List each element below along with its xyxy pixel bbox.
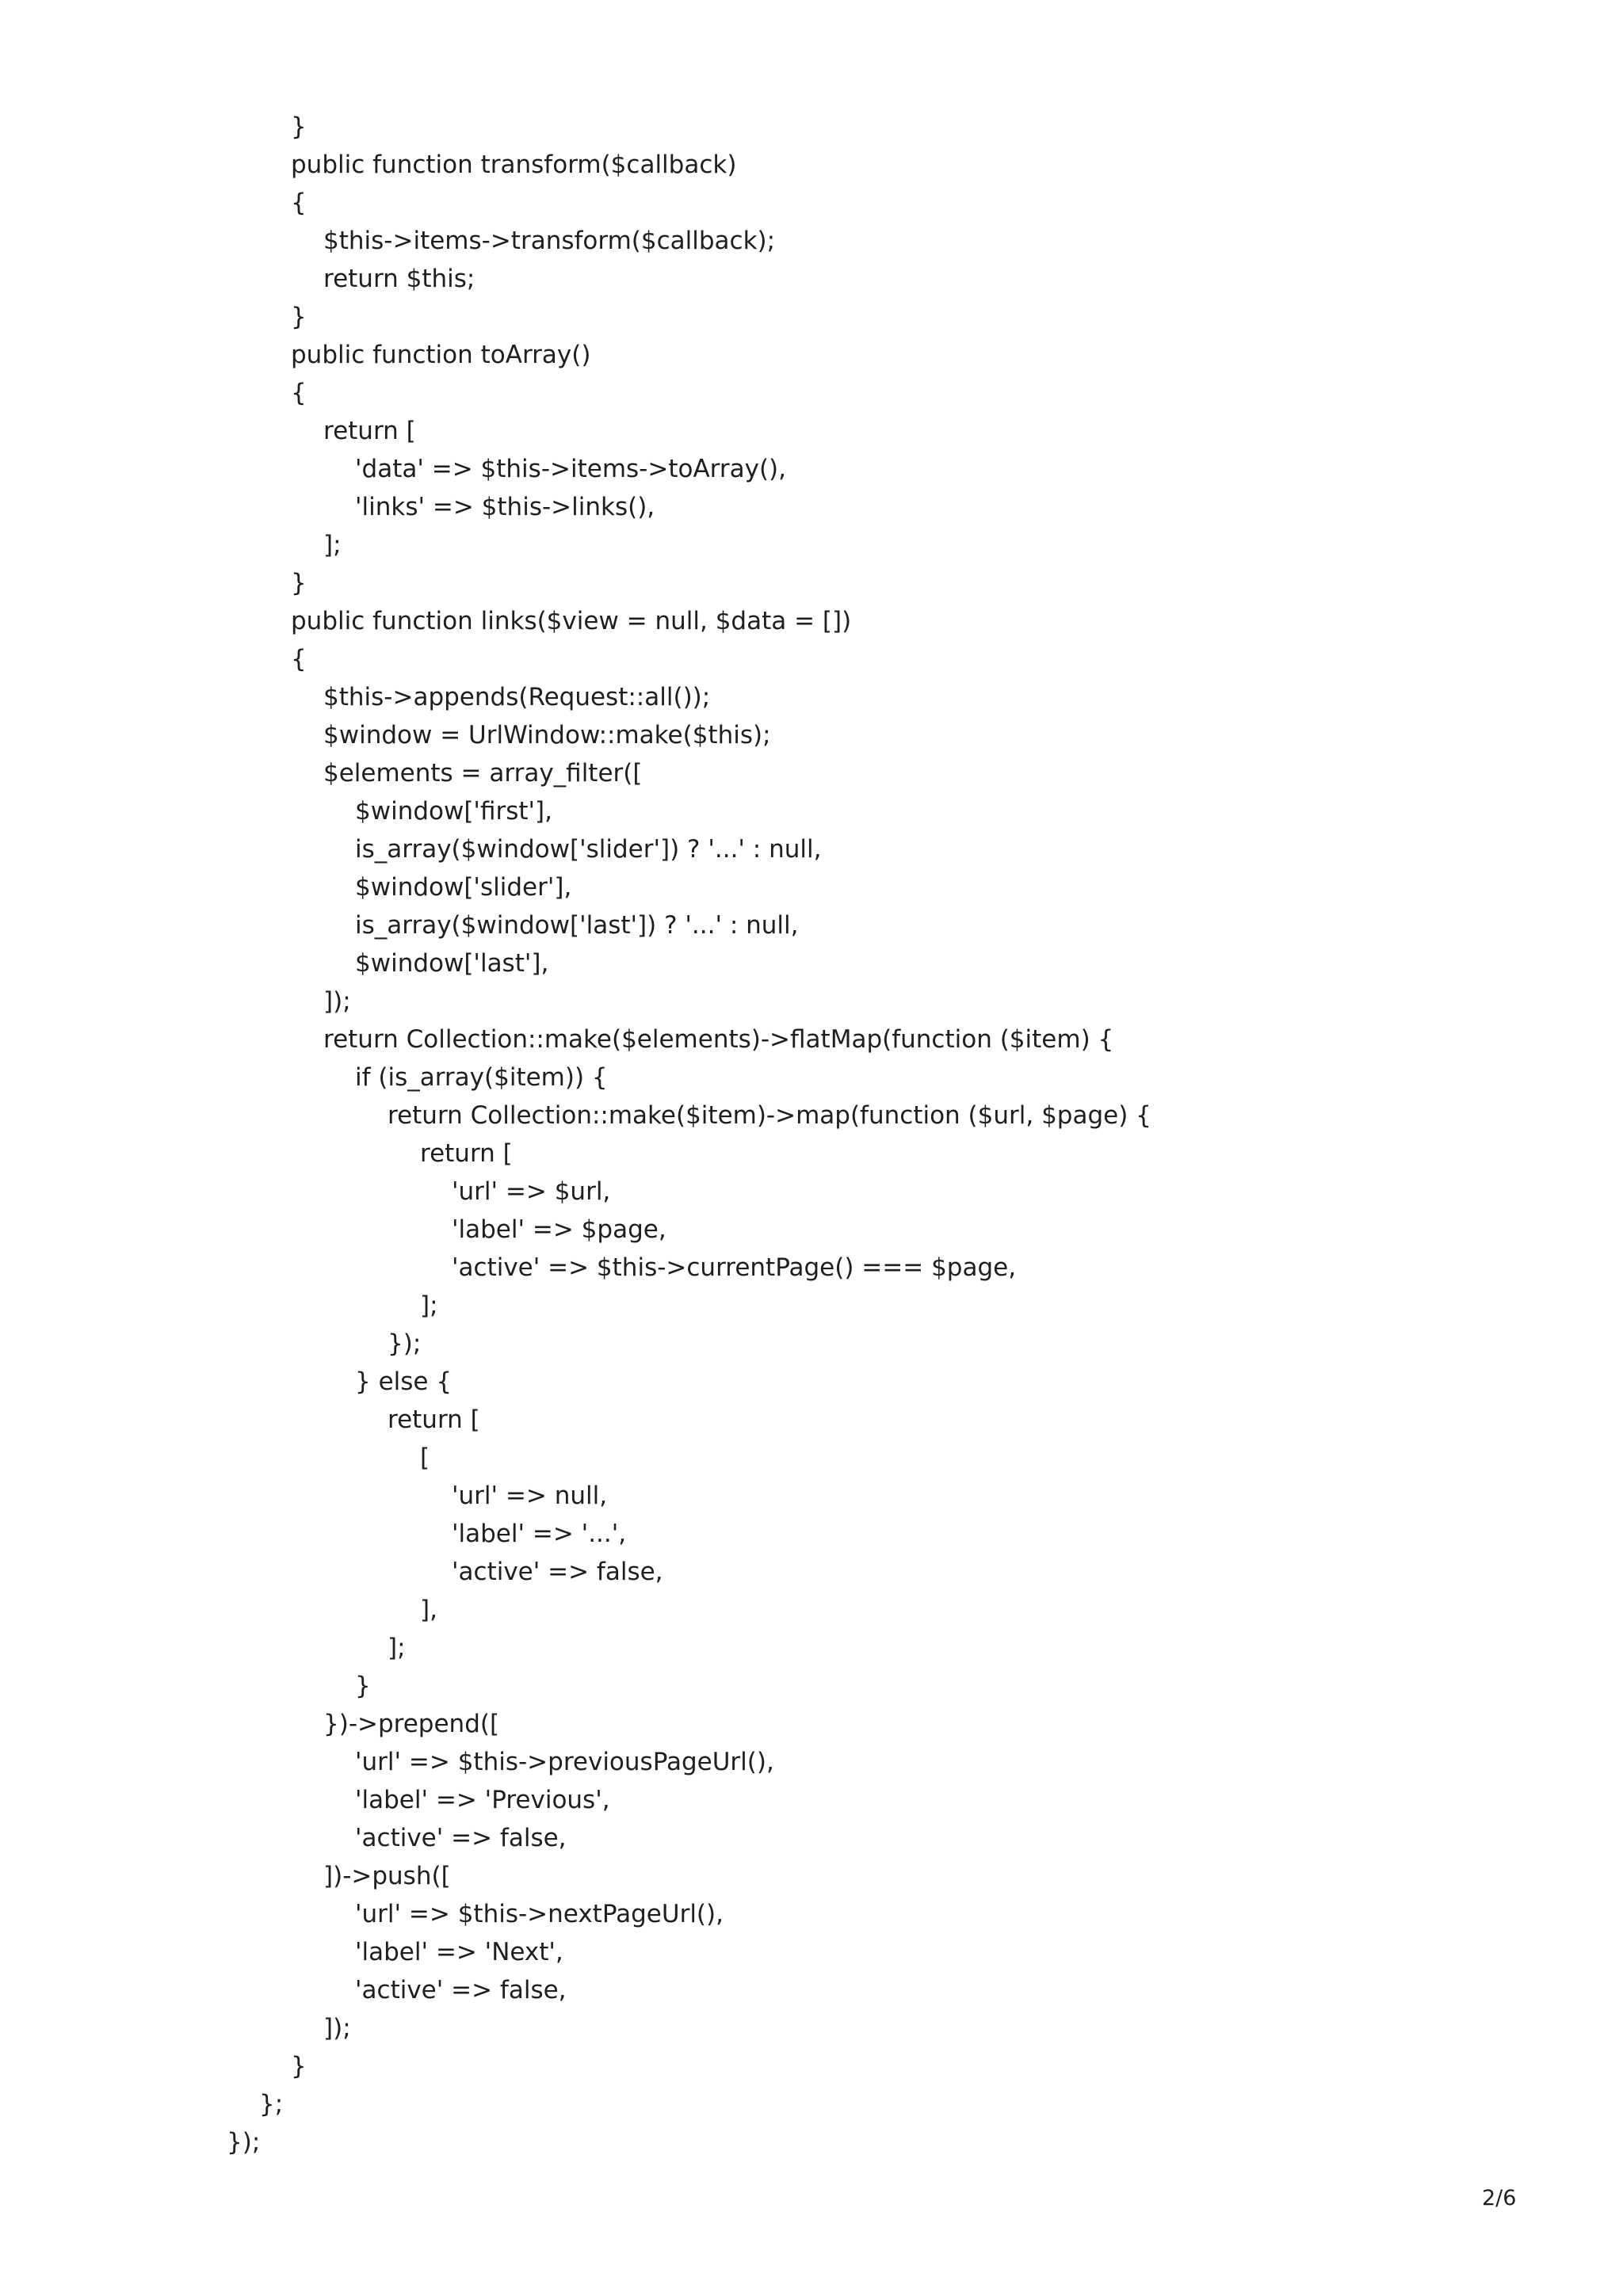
code-line: 'label' => $page,	[452, 1215, 666, 1244]
code-block	[0, 108, 1623, 2161]
code-line: ]);	[323, 987, 351, 1016]
code-line: $this->items->transform($callback);	[323, 227, 776, 255]
code-line: } else {	[355, 1367, 453, 1396]
code-line: 'url' => $this->nextPageUrl(),	[355, 1900, 724, 1928]
code-line: }	[355, 1672, 371, 1700]
code-line: return [	[323, 417, 416, 445]
code-line: public function transform($callback)	[291, 151, 737, 179]
code-line: $this->appends(Request::all());	[323, 683, 711, 711]
code-line: }	[291, 113, 307, 141]
code-line: 'label' => 'Previous',	[355, 1786, 610, 1814]
code-line: }	[291, 2052, 307, 2081]
code-line: ];	[388, 1634, 406, 1662]
code-line: $elements = array_filter([	[323, 759, 643, 788]
code-line: };	[259, 2090, 284, 2119]
code-line: {	[291, 379, 307, 407]
code-line: 'data' => $this->items->toArray(),	[355, 455, 786, 483]
code-line: return Collection::make($elements)->flatMap(function ($item) {	[323, 1025, 1114, 1054]
code-line: return [	[388, 1405, 480, 1434]
code-line: if (is_array($item)) {	[355, 1063, 608, 1092]
code-line: {	[291, 645, 307, 673]
code-line: 'active' => $this->currentPage() === $page,	[452, 1253, 1017, 1282]
code-line: 'url' => $url,	[452, 1177, 611, 1206]
code-line: $window['first'],	[355, 797, 552, 826]
code-line: ],	[420, 1596, 437, 1624]
code-line: 'active' => false,	[355, 1976, 567, 2004]
code-line: {	[291, 189, 307, 217]
code-line: $window = UrlWindow::make($this);	[323, 721, 771, 749]
code-line: ]);	[323, 2014, 351, 2042]
code-line: ];	[420, 1291, 438, 1320]
code-line: public function links($view = null, $data = [])	[291, 607, 852, 635]
code-line: ];	[323, 531, 342, 559]
code-line: ])->push([	[323, 1862, 451, 1890]
code-line: 'active' => false,	[355, 1824, 567, 1852]
code-line: public function toArray()	[291, 341, 591, 369]
code-line: is_array($window['slider']) ? '...' : null,	[355, 835, 822, 864]
code-line: $window['last'],	[355, 949, 549, 978]
code-line: 'url' => $this->previousPageUrl(),	[355, 1748, 774, 1776]
code-line: }	[291, 303, 307, 331]
code-line: return $this;	[323, 265, 475, 293]
code-line: $window['slider'],	[355, 873, 572, 902]
code-line: is_array($window['last']) ? '...' : null,	[355, 911, 799, 940]
code-line: [	[420, 1444, 430, 1472]
code-line: });	[388, 1329, 422, 1358]
code-line: 'active' => false,	[452, 1558, 663, 1586]
code-line: })->prepend([	[323, 1710, 500, 1738]
code-line: return [	[420, 1139, 513, 1168]
code-line: 'label' => '...',	[452, 1520, 627, 1548]
code-line: 'url' => null,	[452, 1482, 608, 1510]
code-line: 'links' => $this->links(),	[355, 493, 655, 521]
code-line: }	[291, 569, 307, 597]
code-line: return Collection::make($item)->map(function ($url, $page) {	[388, 1101, 1151, 1130]
code-line: 'label' => 'Next',	[355, 1938, 563, 1966]
page-number: 2/6	[1482, 2186, 1517, 2210]
code-line: });	[227, 2128, 261, 2157]
